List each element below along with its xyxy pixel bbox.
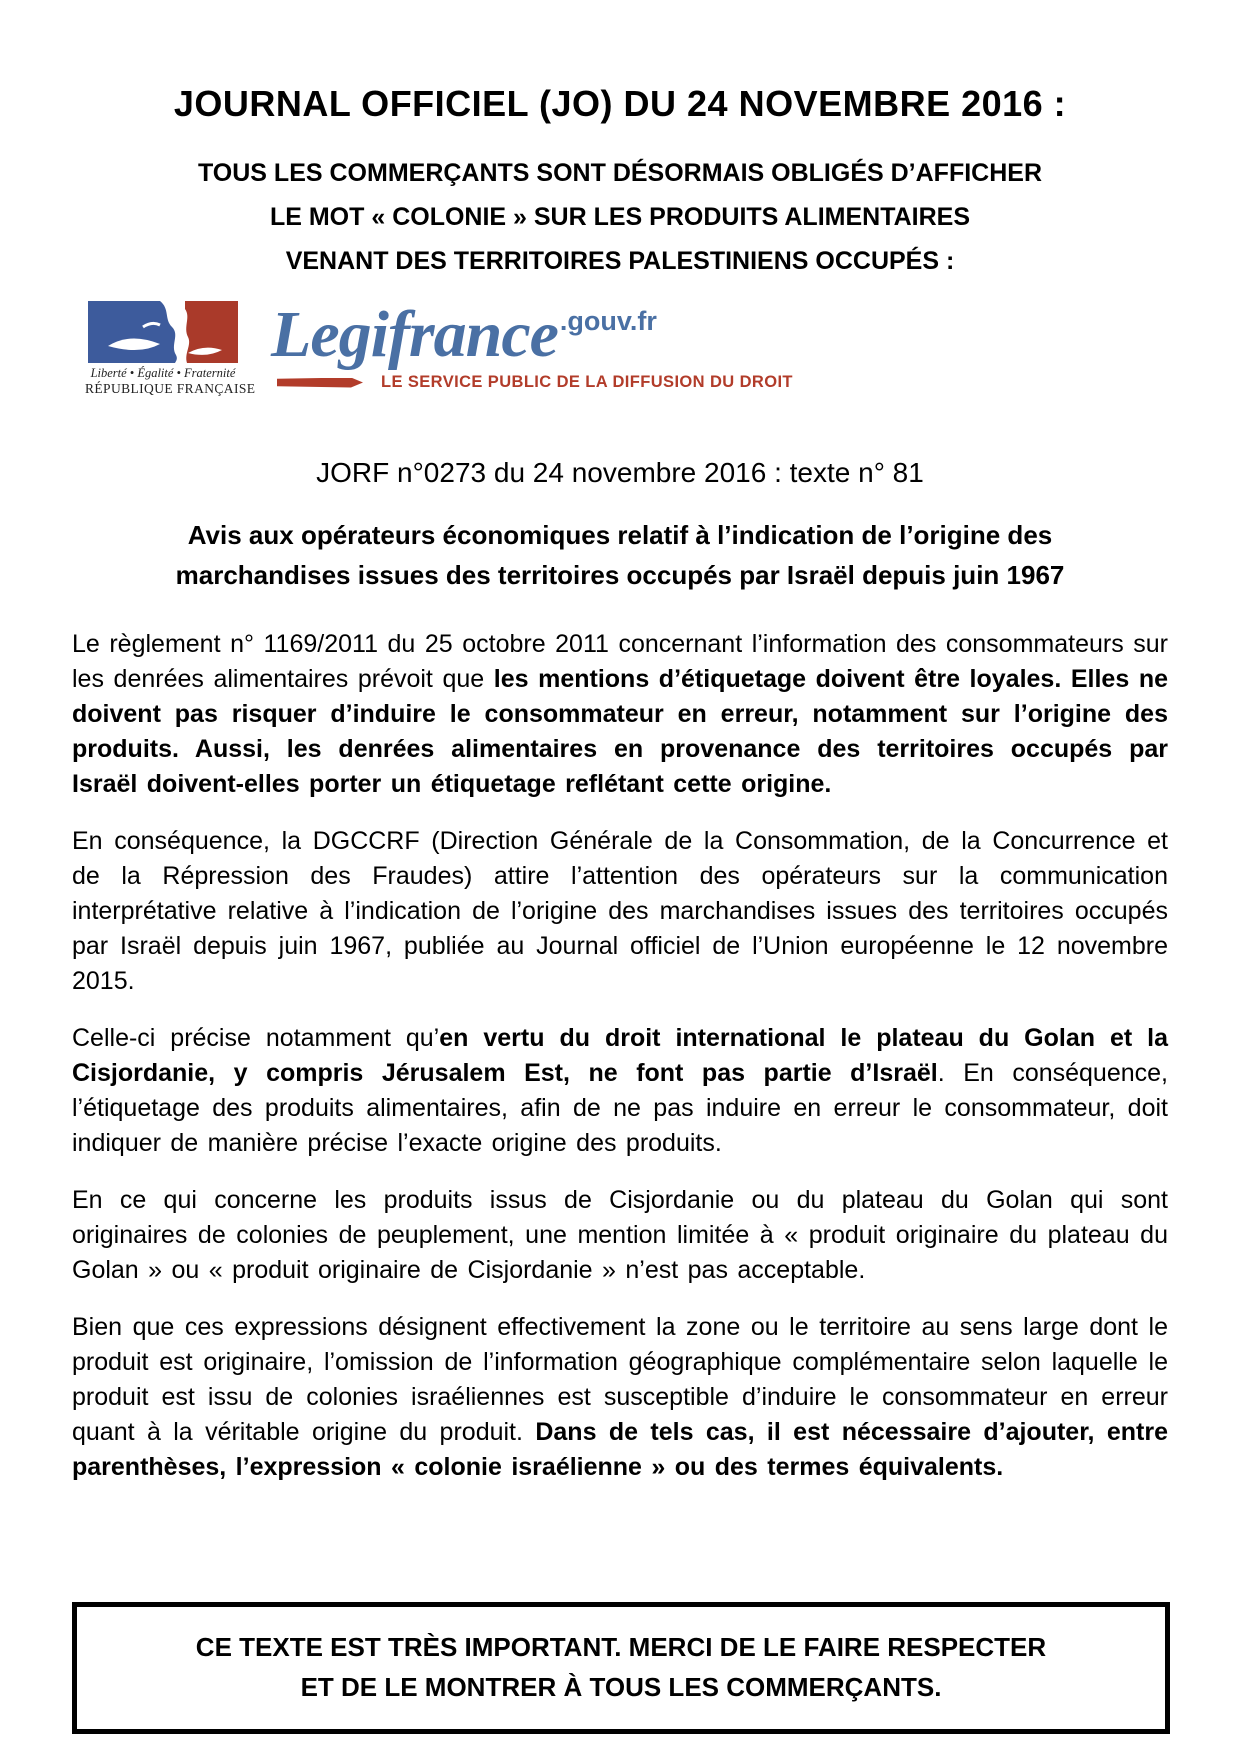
jorf-reference: JORF n°0273 du 24 novembre 2016 : texte n° 81 [316,457,924,488]
body-paragraph-3: Celle-ci précise notamment qu’en vertu du droit international le plateau du Golan et la Cisjordanie, y compris Jérusalem Est, ne font pas partie d’Israël. En conséquence, l’étiquetage des produits alimentaires, afin de ne pas induire en erreur le consommateur, doit indiquer de manière précise l’exacte origine des produits. [72,1024,1169,1157]
important-notice-box [72,1602,1170,1734]
notice-heading: Avis aux opérateurs économiques relatif à l’indication de l’origine des marchandises issues des territoires occupés par Israël depuis juin 1967 [175,520,1065,590]
legifrance-wordmark-block [271,297,793,392]
body-paragraph-1: Le règlement n° 1169/2011 du 25 octobre 2011 concernant l’information des consommateurs sur les denrées alimentaires prévoit que les mentions d’étiquetage doivent être loyales. Elles ne doivent pas risquer d’induire le consommateur en erreur, notamment sur l’origine des produits. Aussi, les denrées alimentaires en provenance des territoires occupés par Israël doivent-elles porter un étiquetage reflétant cette origine. [72,630,1169,798]
service-tagline: LE SERVICE PUBLIC DE LA DIFFUSION DU DROIT [381,373,793,391]
tagline-line [271,373,793,392]
subtitle-line: LE MOT « COLONIE » SUR LES PRODUITS ALIMENTAIRES [269,203,971,231]
important-box-line: ET DE LE MONTRER À TOUS LES COMMERÇANTS. [300,1672,942,1702]
red-arrow-icon [277,378,363,388]
republic-name: RÉPUBLIQUE FRANÇAISE [85,381,256,396]
body-paragraph-4: En ce qui concerne les produits issus de Cisjordanie ou du plateau du Golan qui sont originaires de colonies de peuplement, une mention limitée à « produit originaire du plateau du Golan » ou « produit originaire de Cisjordanie » n’est pas acceptable. [72,1186,1168,1284]
important-box-line: CE TEXTE EST TRÈS IMPORTANT. MERCI DE LE FAIRE RESPECTER [195,1632,1047,1662]
page-subtitle [0,151,1240,283]
subtitle-line: TOUS LES COMMERÇANTS SONT DÉSORMAIS OBLIGÉS D’AFFICHER [197,159,1043,187]
notice-body [72,627,1168,1485]
marianne-flag-icon [88,301,238,363]
legifrance-wordmark: Legifrance [271,298,558,371]
legifrance-logo [85,297,1240,425]
body-paragraph-2: En conséquence, la DGCCRF (Direction Générale de la Consommation, de la Concurrence et de la Répression des Fraudes) attire l’attention des opérateurs sur la communication interprétative relative à l’indication de l’origine des marchandises issues des territoires occupés par Israël depuis juin 1967, publiée au Journal officiel de l’Union européenne le 12 novembre 2015. [72,827,1168,995]
liberty-motto: Liberté • Égalité • Fraternité [90,366,236,380]
gouv-fr-suffix: .gouv.fr [559,306,657,336]
wordmark-line [271,297,793,373]
page-title: JOURNAL OFFICIEL (JO) DU 24 NOVEMBRE 2016 : [173,83,1067,124]
republique-francaise-logo [85,297,256,397]
body-paragraph-5: Bien que ces expressions désignent effectivement la zone ou le territoire au sens large dont le produit est originaire, l’omission de l’information géographique complémentaire selon laquelle le produit est issu de colonies israéliennes est susceptible d’induire le consommateur en erreur quant à la véritable origine du produit. Dans de tels cas, il est nécessaire d’ajouter, entre parenthèses, l’expression « colonie israélienne » ou des termes équivalents. [72,1313,1168,1481]
subtitle-line: VENANT DES TERRITOIRES PALESTINIENS OCCUPÉS : [285,247,955,275]
